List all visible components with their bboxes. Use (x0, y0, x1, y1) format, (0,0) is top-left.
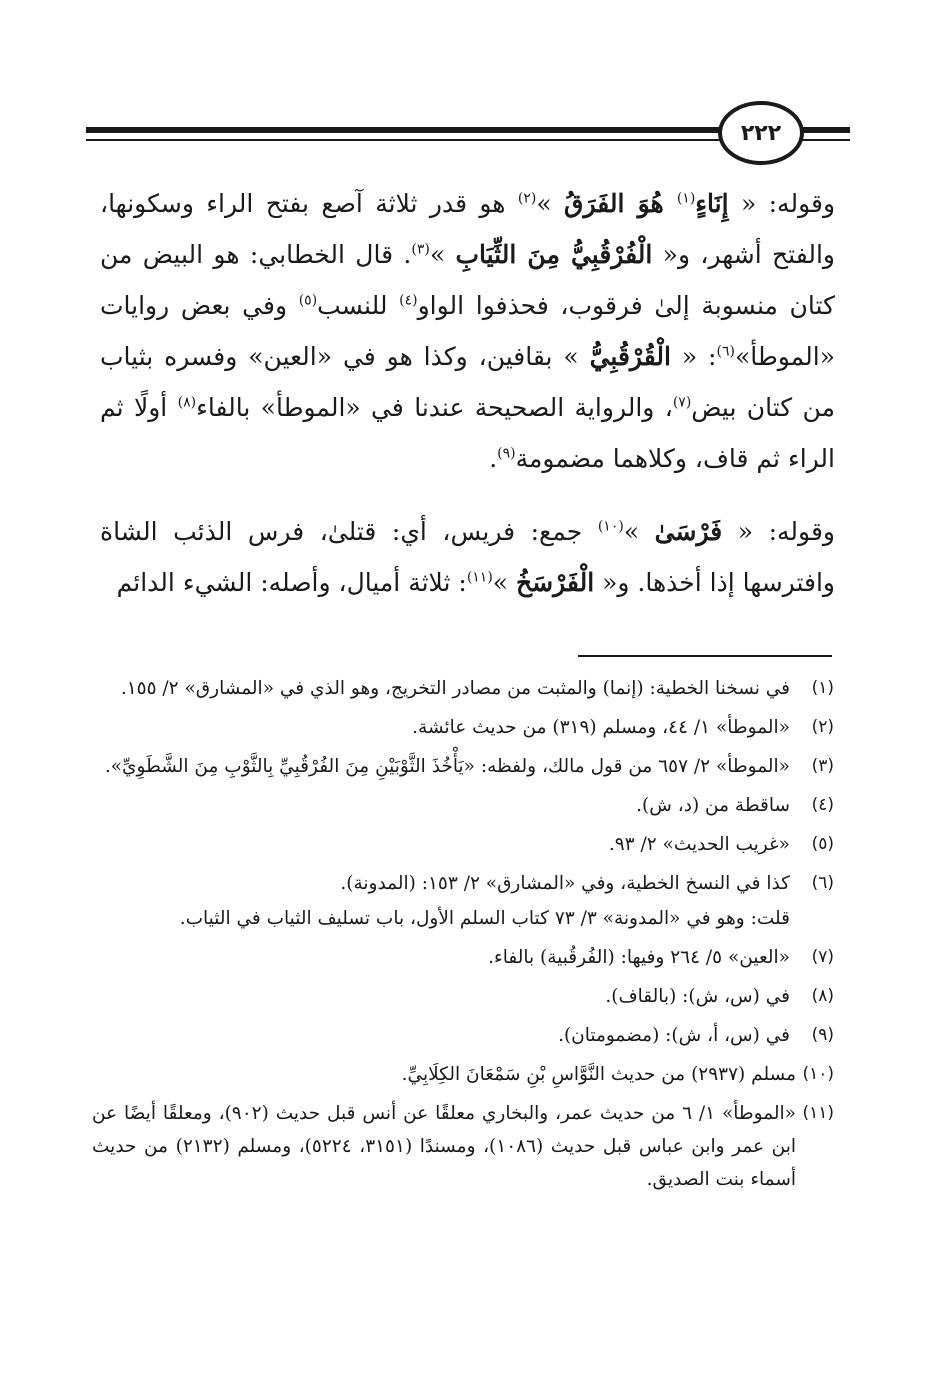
keyword: الْفَرْسَخُ (516, 568, 595, 597)
footnote (92, 1097, 834, 1196)
footnote-number: (١١) (802, 1103, 834, 1123)
footnote (92, 711, 834, 744)
footnote-number: (٦) (811, 873, 834, 893)
footnote (92, 1058, 834, 1091)
footnote-text: «الموطأ» ٢/ ٦٥٧ من قول مالك، ولفظه: «يَأْخُذَ الثَّوْبَيْنِ مِنَ الفُرْقُبِيِّ بِالثَّوْبِ مِنَ الشَّطَوِيِّ». (104, 756, 790, 777)
paragraph-2 (100, 506, 835, 608)
footnote (92, 750, 834, 783)
footnote-number: (٧) (811, 947, 834, 967)
text-run: » (536, 189, 565, 218)
header-rule-tail-thin (798, 139, 850, 141)
footnote-ref: (٧) (672, 394, 692, 411)
text-run: . قال الخطابي: هو البيض من كتان منسوبة إلىٰ فرقوب، فحذفوا الواو (100, 240, 835, 320)
text-run: » (623, 517, 655, 546)
footnote (92, 1019, 834, 1052)
footnote (92, 672, 834, 705)
paragraph-1 (100, 178, 835, 484)
footnote-text: في (س، أ، ش): (مضمومتان). (558, 1025, 790, 1046)
text-run: » (429, 240, 456, 269)
text-run: ، والرواية الصحيحة عندنا في «الموطأ» بالفاء (196, 393, 673, 422)
footnote (92, 941, 834, 974)
header-rule-tail (798, 127, 850, 133)
keyword: الْقُرْقُبِيُّ (589, 342, 671, 371)
footnotes (92, 672, 834, 1202)
footnote-number: (٢) (811, 717, 834, 737)
text-run: وفي بعض روايات «الموطأ» (100, 291, 835, 371)
header-rule-thin (86, 139, 726, 141)
text-run: : ثلاثة أميال، وأصله: الشيء الدائم (116, 568, 467, 597)
page-number: ٢٢٢ (740, 120, 782, 146)
footnote-ref: (٩) (497, 445, 516, 462)
footnote-text: «الموطأ» ١/ ٤٤، ومسلم (٣١٩) من حديث عائشة. (412, 717, 790, 738)
footnote-ref: (١) (676, 190, 696, 207)
keyword: الْفُرْقُبِيُّ مِنَ الثِّيَابِ (455, 240, 653, 269)
footnote-ref: (٢) (517, 190, 537, 207)
footnote-ref: (٥) (298, 292, 318, 309)
keyword: إِنَاءٍ (695, 189, 729, 218)
footnote (92, 828, 834, 861)
text-run: » بقافين، وكذا هو في «العين» وفسره بثياب من كتان بيض (100, 342, 835, 422)
text-run: جمع: فريس، أي: قتلىٰ، فرس الذئب الشاة وافترسها إذا أخذها. و« (100, 517, 835, 597)
footnote-text: كذا في النسخ الخطية، وفي «المشارق» ٢/ ١٥٣: (المدونة). (340, 873, 790, 894)
keyword: هُوَ الفَرَقُ (564, 189, 677, 218)
footnote-number: (٥) (811, 834, 834, 854)
footnote-number: (٤) (811, 795, 834, 815)
footnote-text: مسلم (٢٩٣٧) من حديث النَّوَّاسِ بْنِ سَمْعَانَ الكِلَابِيِّ. (401, 1064, 796, 1085)
footnote-separator (578, 655, 832, 657)
footnote-text: في نسخنا الخطية: (إنما) والمثبت من مصادر التخريج، وهو الذي في «المشارق» ٢/ ١٥٥. (120, 678, 790, 699)
footnote-text: ساقطة من (د، ش). (636, 795, 790, 816)
footnote-text: «الموطأ» ١/ ٦ من حديث عمر، والبخاري معلقًا عن أنس قبل حديث (٩٠٢)، ومعلقًا أيضًا عن ابن عمر وابن عباس قبل حديث (١٠٨٦)، ومسندًا (٣١٥١، ٥٢٢٤)، ومسلم (٢١٣٢) من حديث أسماء بنت الصديق. (92, 1103, 796, 1190)
text-run: أولًا ثم الراء ثم قاف، وكلاهما مضمومة (100, 393, 835, 473)
text-run: وقوله: « (722, 517, 835, 546)
main-text (100, 178, 835, 608)
footnote-ref: (٣) (411, 241, 430, 258)
footnote-number: (٨) (811, 986, 834, 1006)
footnote-ref: (١١) (466, 569, 493, 586)
footnote-text: في (س، ش): (بالقاف). (605, 986, 790, 1007)
footnote-number: (١٠) (802, 1064, 834, 1084)
text-run: » (492, 568, 517, 597)
footnote-number: (٩) (811, 1025, 834, 1045)
text-run: : « (670, 342, 717, 371)
footnote-ref: (٤) (399, 292, 418, 309)
footnote (92, 980, 834, 1013)
text-run: للنسب (317, 291, 400, 320)
text-run: . (489, 444, 498, 473)
footnote-continuation: قلت: وهو في «المدونة» ٣/ ٧٣ كتاب السلم الأول، باب تسليف الثياب في الثياب. (179, 908, 790, 929)
keyword: فَرْسَىٰ (654, 517, 723, 546)
header-rule-thick (86, 127, 726, 133)
text-run: هو قدر ثلاثة آصع بفتح الراء وسكونها، والفتح أشهر، و« (100, 189, 836, 269)
footnote-ref: (٨) (177, 394, 197, 411)
text-run: وقوله: « (728, 189, 836, 218)
footnote (92, 789, 834, 822)
page-number-badge (718, 101, 804, 165)
footnote-ref: (٦) (716, 343, 735, 360)
footnote-number: (٣) (811, 756, 834, 776)
footnote-number: (١) (811, 678, 834, 698)
footnote-text: «غريب الحديث» ٢/ ٩٣. (608, 834, 790, 855)
footnote-text: «العين» ٥/ ٢٦٤ وفيها: (الفُرقُبية) بالفاء. (488, 947, 790, 968)
footnote-ref: (١٠) (597, 518, 624, 535)
footnote (92, 867, 834, 900)
